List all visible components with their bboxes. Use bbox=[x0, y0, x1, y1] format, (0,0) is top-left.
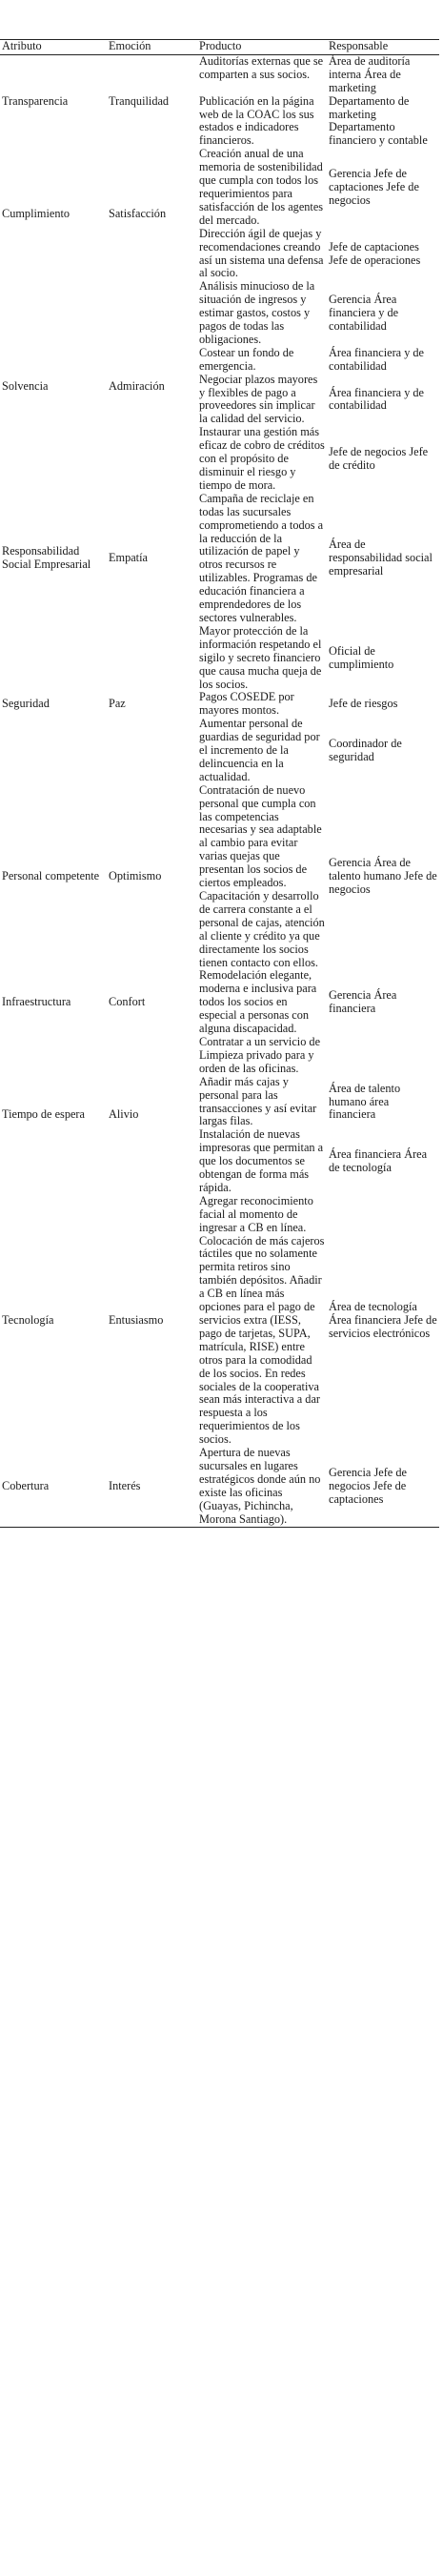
cell-responsable: Jefe de negocios Jefe de crédito bbox=[329, 445, 429, 473]
table-row bbox=[0, 1447, 439, 1527]
cell-emocion: Confort bbox=[109, 995, 146, 1009]
cell-responsable: Área financiera y de contabilidad bbox=[329, 385, 425, 413]
cell-responsable: Departamento de marketing Departamento financiero y contable bbox=[329, 93, 428, 148]
cell-responsable: Jefe de captaciones Jefe de operaciones bbox=[329, 239, 421, 267]
cell-producto: Análisis minucioso de la situación de ingresos y estimar gastos, costos y pagos de todas las obligaciones. bbox=[199, 279, 315, 346]
marketing-table bbox=[0, 39, 439, 1528]
cell-emocion: Alivio bbox=[109, 1107, 139, 1122]
cell-producto: Creación anual de una memoria de sostenibilidad que cumpla con todos los requerimientos para satisfacción de los agentes del mercado. bbox=[199, 147, 324, 227]
cell-responsable: Área de tecnología Área financiera Jefe de servicios electrónicos bbox=[329, 1300, 437, 1340]
table-row bbox=[0, 784, 439, 970]
table-row bbox=[0, 1195, 439, 1447]
cell-producto: Instaurar una gestión más eficaz de cobro de créditos con el propósito de disminuir el riesgo y tiempo de mora. bbox=[199, 425, 325, 492]
cell-responsable: Coordinador de seguridad bbox=[329, 737, 402, 763]
cell-producto: Publicación en la página web de la COAC los sus estados e indicadores financieros. bbox=[199, 93, 314, 148]
table-row bbox=[0, 54, 439, 94]
cell-producto: Dirección ágil de quejas y recomendaciones creando así un sistema una defensa al socio. bbox=[199, 226, 324, 280]
cell-responsable: Oficial de cumplimiento bbox=[329, 643, 394, 671]
cell-responsable: Jefe de riesgos bbox=[329, 697, 398, 711]
cell-responsable bbox=[327, 1036, 439, 1076]
cell-emocion: Admiración bbox=[109, 378, 165, 393]
table-row bbox=[0, 493, 439, 625]
header-producto: Producto bbox=[197, 40, 327, 55]
table-row bbox=[0, 148, 439, 227]
cell-emocion: Interés bbox=[107, 1447, 197, 1527]
cell-atributo: Seguridad bbox=[2, 697, 50, 711]
table-row bbox=[0, 625, 439, 692]
cell-emocion: Entusiasmo bbox=[109, 1313, 164, 1327]
cell-producto: Aumentar personal de guardias de seguridad por el incremento de la delincuencia en la actualidad. bbox=[199, 717, 320, 783]
cell-responsable: Área financiera y de contabilidad bbox=[329, 345, 425, 373]
cell-producto: Contratar a un servicio de Limpieza privado para y orden de las oficinas. bbox=[199, 1034, 321, 1075]
cell-emocion: Tranquilidad bbox=[109, 93, 170, 108]
cell-atributo: Transparencia bbox=[2, 93, 69, 108]
cell-producto: Agregar reconocimiento facial al momento de ingresar a CB en línea. Colocación de más cajeros táctiles que no solamente permita retiros sino también depósitos. Añadir a CB en línea más opciones para el pago de servicios extra (IESS, pago de tarjetas, SUPA, matrícula, RISE) entre otros para la comodidad de los socios. En redes sociales de la cooperativa sean más interactiva a dar respuesta a los requerimientos de los socios. bbox=[199, 1193, 325, 1447]
cell-atributo: Responsabilidad Social Empresarial bbox=[2, 544, 91, 572]
cell-producto: Auditorías externas que se comparten a sus socios. bbox=[199, 53, 324, 81]
cell-producto: Negociar plazos mayores y flexibles de pago a proveedores sin implicar la calidad del servicio. bbox=[199, 372, 318, 426]
cell-producto: Instalación de nuevas impresoras que permitan a que los documentos se obtengan de forma más rápida. bbox=[199, 1127, 324, 1194]
table-row bbox=[0, 280, 439, 347]
cell-responsable: Gerencia Área financiera y de contabilidad bbox=[329, 293, 399, 334]
cell-responsable: Gerencia Jefe de captaciones Jefe de negocios bbox=[329, 167, 419, 207]
table-row bbox=[0, 1036, 439, 1076]
cell-producto: Apertura de nuevas sucursales en lugares estratégicos donde aún no existe las oficinas (Guayas, Pichincha, Morona Santiago). bbox=[197, 1447, 327, 1527]
table-body bbox=[0, 54, 439, 1527]
cell-emocion: Empatía bbox=[109, 551, 148, 565]
cell-responsable: Área financiera Área de tecnología bbox=[329, 1147, 428, 1175]
cell-producto: Mayor protección de la información respetando el sigilo y secreto financiero que causa mucha queja de los socios. bbox=[199, 623, 322, 691]
cell-producto: Campaña de reciclaje en todas las sucursales comprometiendo a todos a la reducción de la utilización de papel y otros recursos re utilizables. Programas de educación financiera a emprendedores de los sectores vulnerables. bbox=[199, 491, 324, 624]
cell-producto: Contratación de nuevo personal que cumpla con las competencias necesarias y sea adaptable al cambio para evitar varias quejas que presentan los socios de ciertos empleados. Capacitación y desarrollo de carrera constante a el personal de cajas, atención al cliente y crédito ya que directamente los socios tienen contacto con ellos. bbox=[199, 782, 325, 969]
cell-atributo: Infraestructura bbox=[2, 995, 71, 1009]
header-emocion: Emoción bbox=[107, 40, 197, 55]
cell-producto: Remodelación elegante, moderna e inclusiva para todos los socios en especial a personas con alguna discapacidad. bbox=[199, 968, 317, 1036]
header-atributo: Atributo bbox=[0, 40, 107, 55]
cell-atributo: Personal competente bbox=[2, 869, 100, 883]
cell-responsable: Gerencia Jefe de negocios Jefe de captaciones bbox=[327, 1447, 439, 1527]
cell-emocion: Satisfacción bbox=[109, 206, 167, 220]
cell-responsable: Área de responsabilidad social empresarial bbox=[329, 538, 433, 578]
cell-responsable: Gerencia Área financiera bbox=[329, 988, 397, 1016]
cell-responsable: Área de talento humano área financiera bbox=[329, 1081, 401, 1122]
cell-atributo: Solvencia bbox=[2, 378, 49, 393]
cell-responsable: Área de auditoría interna Área de marketing bbox=[329, 53, 411, 94]
cell-producto: Añadir más cajas y personal para las transacciones y así evitar largas filas. bbox=[199, 1074, 317, 1128]
cell-responsable: Gerencia Área de talento humano Jefe de negocios bbox=[329, 856, 437, 897]
table-row bbox=[0, 969, 439, 1036]
cell-emocion: Paz bbox=[109, 697, 126, 711]
header-responsable: Responsable bbox=[327, 40, 439, 55]
cell-atributo: Cumplimiento bbox=[2, 206, 70, 220]
cell-atributo: Cobertura bbox=[0, 1447, 107, 1527]
cell-producto: Costear un fondo de emergencia. bbox=[199, 345, 294, 373]
cell-producto: Pagos COSEDE por mayores montos. bbox=[199, 690, 294, 718]
cell-atributo: Tiempo de espera bbox=[2, 1107, 85, 1122]
cell-emocion: Optimismo bbox=[109, 869, 162, 883]
cell-atributo: Tecnología bbox=[2, 1313, 54, 1327]
table-header-row bbox=[0, 40, 439, 55]
